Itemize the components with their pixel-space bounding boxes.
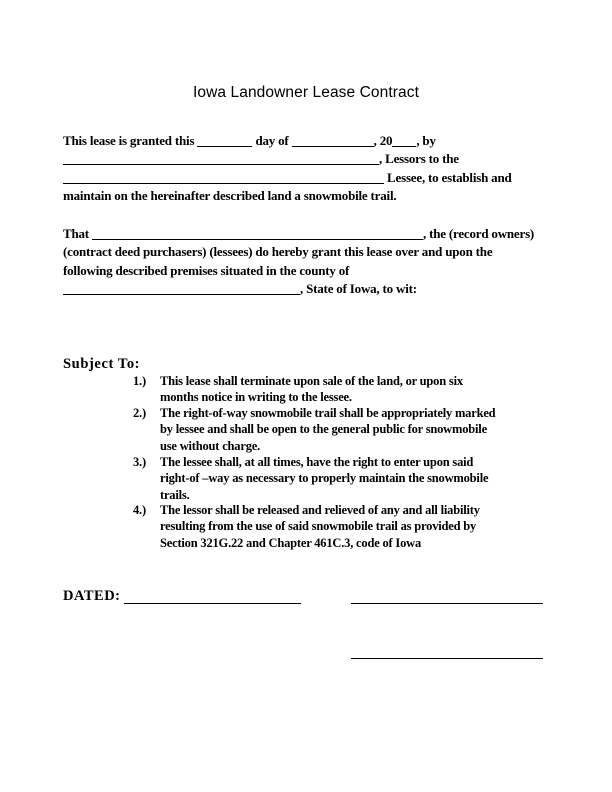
- grant-line: [63, 133, 436, 149]
- lessors-text: , Lessors to the: [379, 151, 459, 166]
- lessee-blank[interactable]: [63, 171, 384, 184]
- day-blank[interactable]: [197, 134, 252, 147]
- item-line: Section 321G.22 and Chapter 461C.3, code of Iowa: [160, 535, 422, 550]
- lessee-text: Lessee, to establish and: [384, 170, 512, 185]
- grant-over-line: (contract deed purchasers) (lessees) do hereby grant this lease over and upon the: [63, 244, 493, 259]
- lessors-line: [63, 151, 459, 167]
- by-text: , by: [416, 133, 436, 148]
- record-owners-text: , the (record owners): [422, 226, 535, 241]
- owners-blank[interactable]: [92, 227, 423, 240]
- item-line: trails.: [160, 487, 190, 502]
- document-title: Iowa Landowner Lease Contract: [192, 84, 420, 101]
- item-number: 2.): [133, 406, 146, 420]
- purpose-line: maintain on the hereinafter described land a snowmobile trail.: [63, 188, 397, 203]
- item-line: by lessee and shall be open to the general public for snowmobile: [160, 422, 487, 437]
- item-line: months notice in writing to the lessee.: [160, 390, 352, 405]
- item-line: The right-of-way snowmobile trail shall be appropriately marked: [160, 406, 496, 420]
- item-line: The lessor shall be released and relieved of any and all liability: [160, 503, 480, 517]
- lessors-blank[interactable]: [63, 152, 379, 165]
- county-line: following described premises situated in the county of: [63, 263, 350, 278]
- year-prefix-text: , 20: [373, 133, 393, 148]
- that-text: That: [63, 226, 92, 241]
- item-number: 1.): [133, 374, 146, 388]
- item-line: use without charge.: [160, 438, 261, 453]
- subject-heading: Subject To:: [63, 356, 141, 372]
- signature-line-1[interactable]: [351, 603, 543, 604]
- item-line: This lease shall terminate upon sale of the land, or upon six: [160, 374, 463, 388]
- state-text: , State of Iowa, to wit:: [300, 281, 417, 296]
- owners-line: [63, 226, 534, 242]
- signature-line-2[interactable]: [351, 658, 543, 659]
- grant-text: This lease is granted this: [63, 133, 195, 148]
- dated-label: DATED:: [63, 588, 121, 604]
- day-of-text: day of: [255, 133, 289, 148]
- item-number: 4.): [133, 503, 146, 517]
- state-line: [63, 281, 417, 297]
- item-line: The lessee shall, at all times, have the right to enter upon said: [160, 455, 474, 469]
- date-blank[interactable]: [124, 603, 301, 604]
- item-number: 3.): [133, 455, 146, 469]
- item-line: right-of –way as necessary to properly maintain the snowmobile: [160, 471, 489, 486]
- year-blank[interactable]: [392, 134, 416, 147]
- county-blank[interactable]: [63, 282, 300, 295]
- month-blank[interactable]: [292, 134, 374, 147]
- lessee-line: [63, 170, 512, 186]
- item-line: resulting from the use of said snowmobile trail as provided by: [160, 519, 477, 534]
